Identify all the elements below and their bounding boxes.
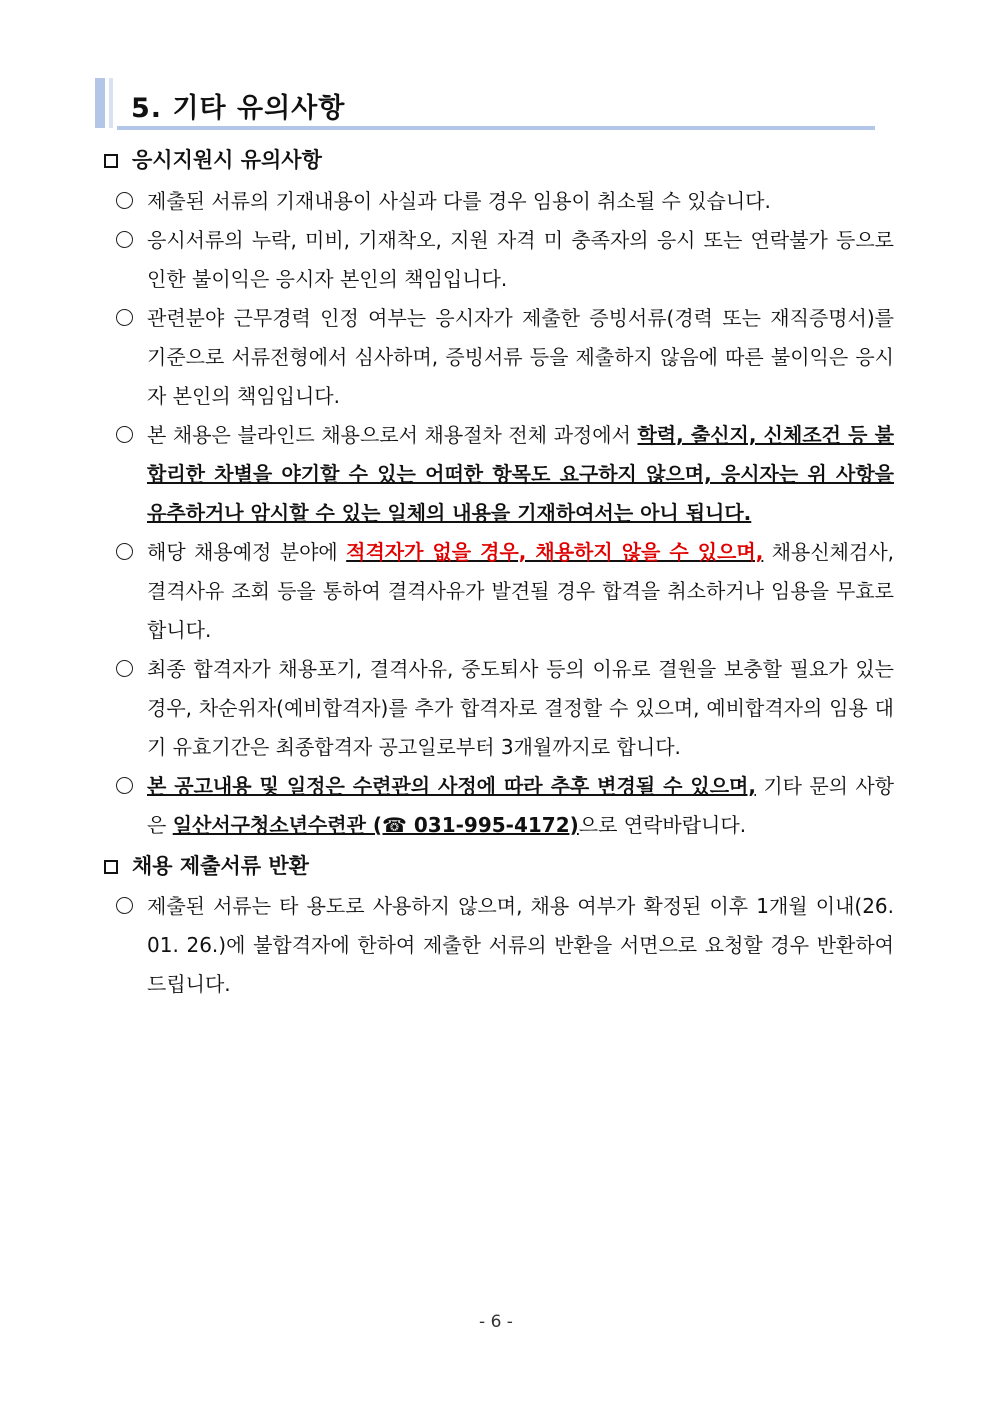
list-item-text-plain: 본 채용은 블라인드 채용으로서 채용절차 전체 과정에서 <box>147 423 638 447</box>
section-header <box>95 78 877 132</box>
circle-bullet-icon <box>116 231 133 248</box>
list-item-text-plain: 으로 연락바랍니다. <box>578 813 747 837</box>
circle-bullet-icon <box>116 543 133 560</box>
subsection-title: 채용 제출서류 반환 <box>132 854 309 878</box>
circle-bullet-icon <box>116 309 133 326</box>
list-item <box>116 182 894 221</box>
list-item-text <box>147 767 894 845</box>
circle-bullet-icon <box>116 897 133 914</box>
emphasized-notice: 본 공고내용 및 일정은 수련관의 사정에 따라 추후 변경될 수 있으며, <box>147 774 756 798</box>
circle-bullet-icon <box>116 426 133 443</box>
list-item-text <box>147 416 894 533</box>
list-item-text: 제출된 서류의 기재내용이 사실과 다를 경우 임용이 취소될 수 있습니다. <box>147 189 771 213</box>
list-item <box>116 533 894 650</box>
list-item <box>116 767 894 845</box>
page-number: - 6 - <box>479 1312 513 1332</box>
circle-bullet-icon <box>116 192 133 209</box>
subsection-heading-document-return <box>104 846 309 886</box>
circle-bullet-icon <box>116 777 133 794</box>
list-item <box>116 221 894 299</box>
section-title: 5. 기타 유의사항 <box>131 93 346 124</box>
list-item <box>116 299 894 416</box>
list-item-text: 응시서류의 누락, 미비, 기재착오, 지원 자격 미 충족자의 응시 또는 연락불가 등으로 인한 불이익은 응시자 본인의 책임입니다. <box>147 228 894 291</box>
list-item-text-plain: 기타 문의 사항은 <box>147 774 894 837</box>
list-item-text: 관련분야 근무경력 인정 여부는 응시자가 제출한 증빙서류(경력 또는 재직증명서)를 기준으로 서류전형에서 심사하며, 증빙서류 등을 제출하지 않음에 따른 불이익은 응시자 본인의 책임입니다. <box>147 306 894 408</box>
header-accent-bar <box>95 78 105 128</box>
contact-info: 일산서구청소년수련관 (☎ 031-995-4172) <box>172 813 579 837</box>
square-bullet-icon <box>104 860 118 874</box>
list-item-text: 최종 합격자가 채용포기, 결격사유, 중도퇴사 등의 이유로 결원을 보충할 필요가 있는 경우, 차순위자(예비합격자)를 추가 합격자로 결정할 수 있으며, 예비합격자의 임용 대기 유효기간은 최종합격자 공고일로부터 3개월까지로 합니다. <box>147 657 894 759</box>
subsection-heading-application <box>104 140 322 180</box>
list-item <box>116 650 894 767</box>
list-item-text: 제출된 서류는 타 용도로 사용하지 않으며, 채용 여부가 확정된 이후 1개월 이내(26. 01. 26.)에 불합격자에 한하여 제출한 서류의 반환을 서면으로 요청할 경우 반환하여 드립니다. <box>147 894 894 996</box>
list-item-text <box>147 533 894 650</box>
list-item-text-plain: 해당 채용예정 분야에 <box>147 540 347 564</box>
subsection-title: 응시지원시 유의사항 <box>132 148 322 172</box>
list-item <box>116 416 894 533</box>
square-bullet-icon <box>104 154 118 168</box>
red-emphasized-notice: 적격자가 없을 경우, 채용하지 않을 수 있으며, <box>346 540 764 564</box>
list-item-text-plain: 채용신체검사, 결격사유 조회 등을 통하여 결격사유가 발견될 경우 합격을 취소하거나 임용을 무효로 합니다. <box>147 540 894 642</box>
emphasized-notice: 학력, 출신지, 신체조건 등 불합리한 차별을 야기할 수 있는 어떠한 항목도 요구하지 않으며, 응시자는 위 사항을 유추하거나 암시할 수 있는 일체의 내용을 기재하여서는 아니 됩니다. <box>147 423 894 525</box>
header-accent-bar-light <box>109 78 113 128</box>
circle-bullet-icon <box>116 660 133 677</box>
header-underline <box>117 126 875 130</box>
list-item <box>116 887 894 1004</box>
